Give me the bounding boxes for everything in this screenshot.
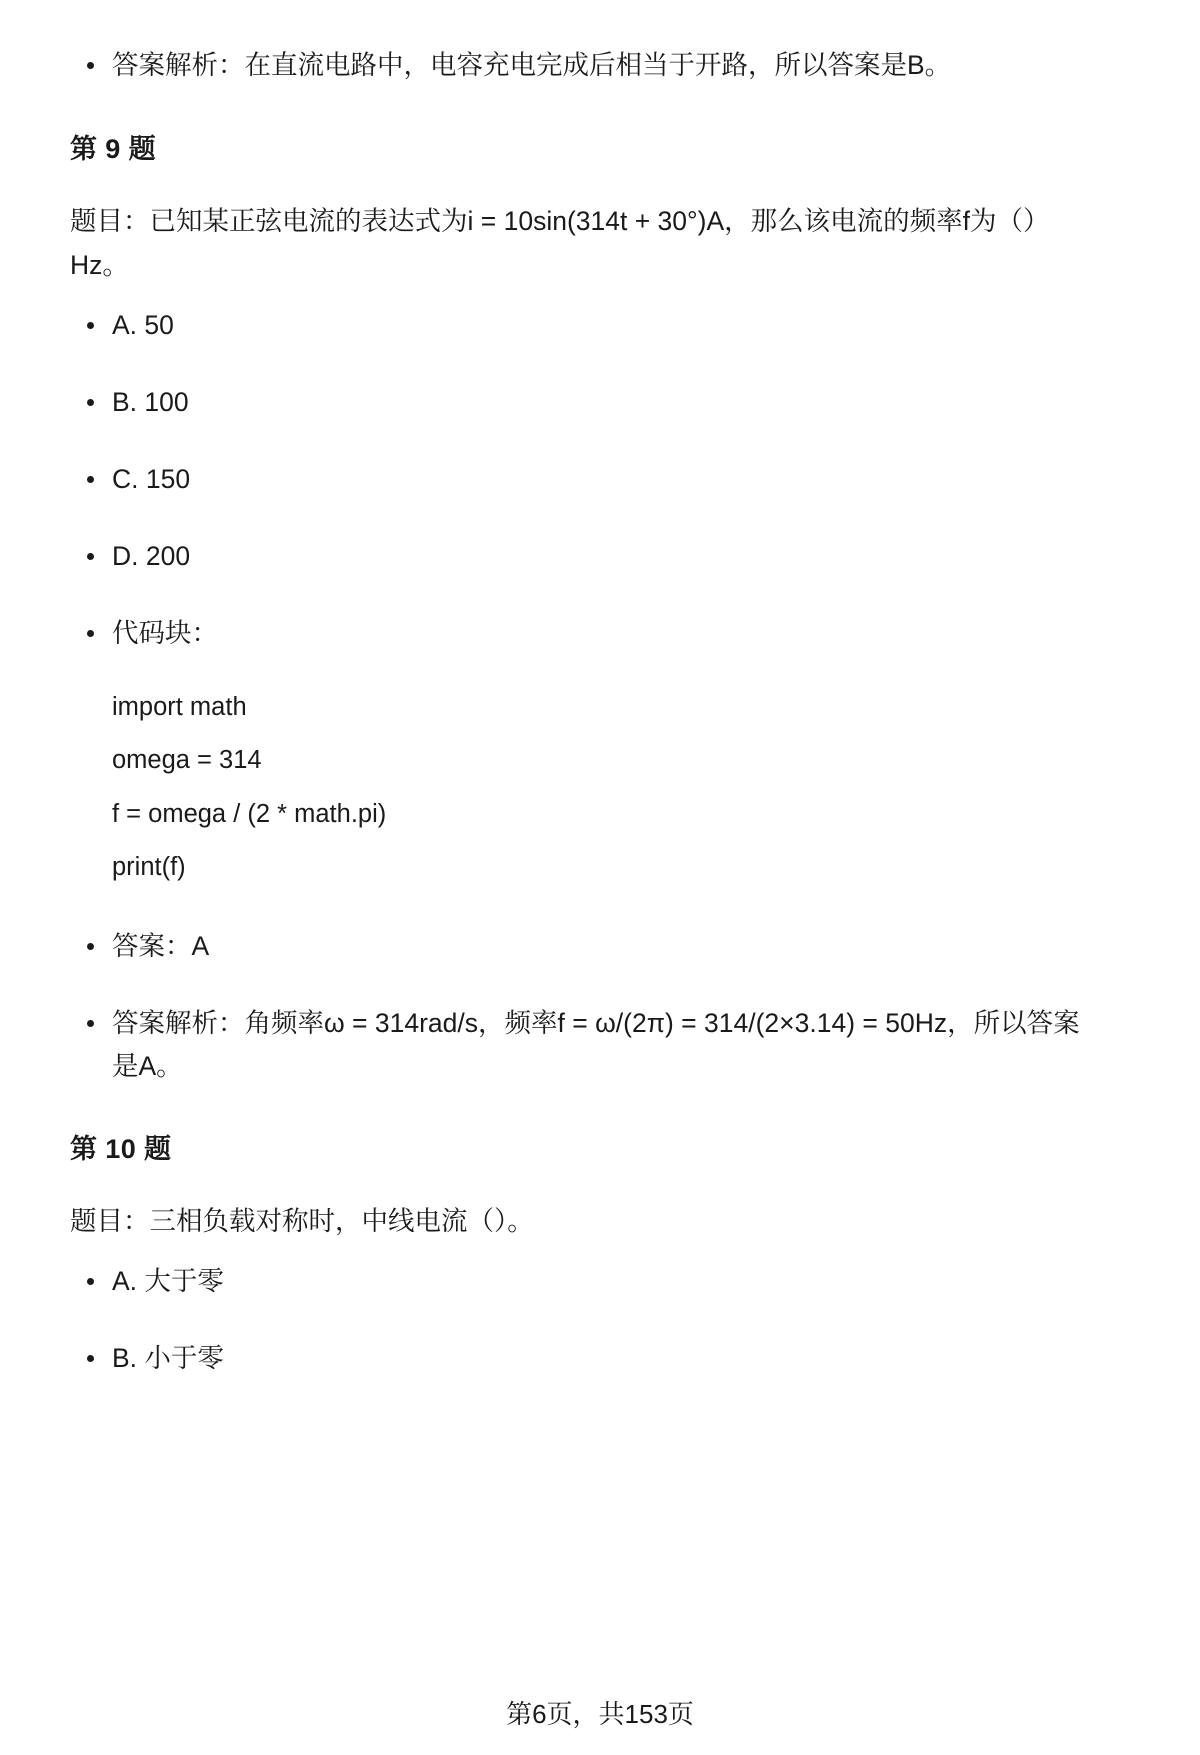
question-9-list [70, 304, 1082, 1088]
option-a: A. 大于零 [70, 1260, 1082, 1303]
previous-question-tail [70, 44, 1082, 87]
option-d: D. 200 [70, 535, 1082, 578]
list-item: 答案解析：在直流电路中，电容充电完成后相当于开路，所以答案是B。 [70, 44, 1082, 87]
question-10-list [70, 1260, 1082, 1380]
explanation-item: 答案解析：角频率ω = 314rad/s，频率f = ω/(2π) = 314/(2×3.14) = 50Hz，所以答案是A。 [70, 1002, 1082, 1088]
page-footer: 第6页，共153页 [506, 1699, 694, 1729]
question-heading-10: 第 10 题 [70, 1134, 172, 1165]
option-c: C. 150 [70, 458, 1082, 501]
question-stem-9: 题目：已知某正弦电流的表达式为i = 10sin(314t + 30°)A，那么该电流的频率f为（）Hz。 [70, 205, 1050, 280]
code-block-item [70, 612, 1082, 895]
option-a: A. 50 [70, 304, 1082, 347]
code-line-4: print(f) [112, 853, 186, 882]
code-line-3: f = omega / (2 * math.pi) [112, 799, 387, 828]
code-line-1: import math [112, 692, 247, 721]
code-block-label: 代码块： [112, 617, 218, 648]
option-b: B. 100 [70, 381, 1082, 424]
answer-item: 答案：A [70, 925, 1082, 968]
option-b: B. 小于零 [70, 1337, 1082, 1380]
code-block [112, 681, 1082, 895]
question-heading-9: 第 9 题 [70, 133, 157, 164]
question-stem-10: 题目：三相负载对称时，中线电流（）。 [70, 1206, 534, 1237]
code-line-2: omega = 314 [112, 746, 262, 775]
